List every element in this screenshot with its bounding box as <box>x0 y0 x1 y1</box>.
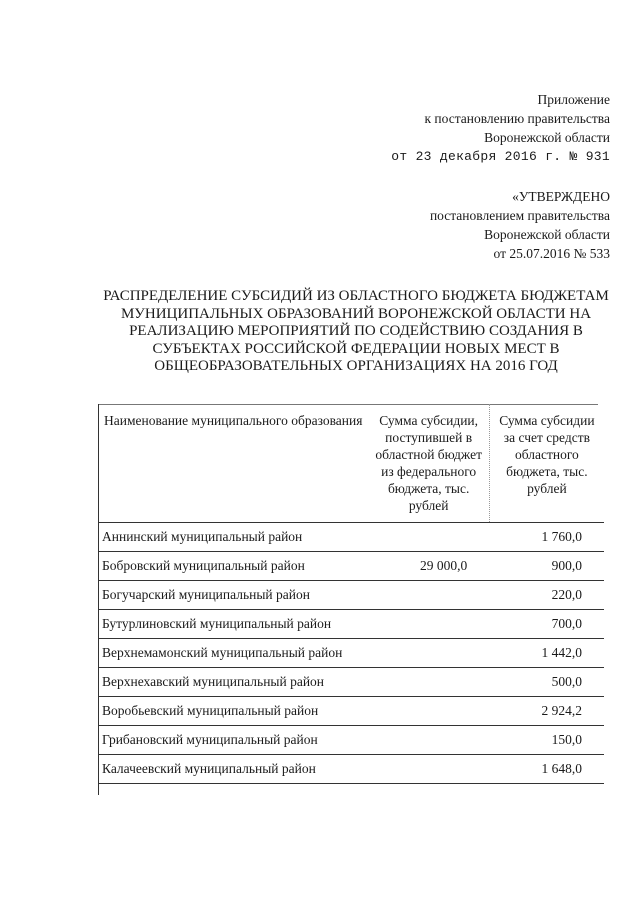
table-row <box>98 755 604 784</box>
row-federal <box>369 668 490 697</box>
subsidies-table <box>98 404 604 784</box>
row-federal <box>369 581 490 610</box>
appendix-line-2: к постановлению правительства <box>424 111 610 126</box>
appendix-line-3: Воронежской области <box>484 130 610 145</box>
row-regional: 150,0 <box>489 726 604 755</box>
table-row <box>98 610 604 639</box>
row-regional: 900,0 <box>489 552 604 581</box>
row-federal <box>369 726 490 755</box>
row-federal <box>369 755 490 784</box>
table-row <box>98 697 604 726</box>
appendix-block <box>350 90 610 166</box>
row-name: Бутурлиновский муниципальный район <box>98 610 369 639</box>
row-federal <box>369 610 490 639</box>
row-federal <box>369 523 490 552</box>
row-name: Бобровский муниципальный район <box>98 552 369 581</box>
row-name: Верхнемамонский муниципальный район <box>98 639 369 668</box>
title-line-3: РЕАЛИЗАЦИЮ МЕРОПРИЯТИЙ ПО СОДЕЙСТВИЮ СОЗДАНИЯ В <box>129 323 583 339</box>
table-row <box>98 581 604 610</box>
title-line-2: МУНИЦИПАЛЬНЫХ ОБРАЗОВАНИЙ ВОРОНЕЖСКОЙ ОБЛАСТИ НА <box>120 305 592 322</box>
approved-block <box>350 187 610 263</box>
row-name: Аннинский муниципальный район <box>98 523 369 552</box>
approved-line-1: «УТВЕРЖДЕНО <box>512 189 610 204</box>
row-name: Воробьевский муниципальный район <box>98 697 369 726</box>
title-line-4: СУБЪЕКТАХ РОССИЙСКОЙ ФЕДЕРАЦИИ НОВЫХ МЕСТ В <box>152 340 560 357</box>
approved-line-3: Воронежской области <box>484 227 610 242</box>
appendix-stamp: от 23 декабря 2016 г. № 931 <box>391 149 610 164</box>
row-regional: 1 442,0 <box>489 639 604 668</box>
table-row <box>98 523 604 552</box>
row-regional: 2 924,2 <box>489 697 604 726</box>
header-federal: Сумма субсидии, поступившей в областной бюджет из федерального бюджета, тыс. рублей <box>369 404 490 523</box>
approved-line-2: постановлением правительства <box>429 208 610 223</box>
header-regional: Сумма субсидии за счет средств областного бюджета, тыс. рублей <box>489 404 604 523</box>
row-federal <box>369 697 490 726</box>
row-federal <box>369 639 490 668</box>
table-row <box>98 552 604 581</box>
table-row <box>98 668 604 697</box>
row-federal: 29 000,0 <box>369 552 490 581</box>
approved-line-4: от 25.07.2016 № 533 <box>493 246 610 261</box>
row-name: Калачеевский муниципальный район <box>98 755 369 784</box>
table-header-row <box>98 404 604 523</box>
document-title <box>96 288 616 376</box>
header-name: Наименование муниципального образования <box>98 404 369 523</box>
title-line-5: ОБЩЕОБРАЗОВАТЕЛЬНЫХ ОРГАНИЗАЦИЯХ НА 2016 ГОД <box>154 358 558 374</box>
row-regional: 500,0 <box>489 668 604 697</box>
row-name: Грибановский муниципальный район <box>98 726 369 755</box>
row-regional: 1 760,0 <box>489 523 604 552</box>
table-row <box>98 726 604 755</box>
row-name: Верхнехавский муниципальный район <box>98 668 369 697</box>
row-regional: 1 648,0 <box>489 755 604 784</box>
row-regional: 220,0 <box>489 581 604 610</box>
title-line-1: РАСПРЕДЕЛЕНИЕ СУБСИДИЙ ИЗ ОБЛАСТНОГО БЮДЖЕТА БЮДЖЕТАМ <box>103 288 609 304</box>
table-row <box>98 639 604 668</box>
row-name: Богучарский муниципальный район <box>98 581 369 610</box>
appendix-line-1: Приложение <box>537 92 610 107</box>
row-regional: 700,0 <box>489 610 604 639</box>
